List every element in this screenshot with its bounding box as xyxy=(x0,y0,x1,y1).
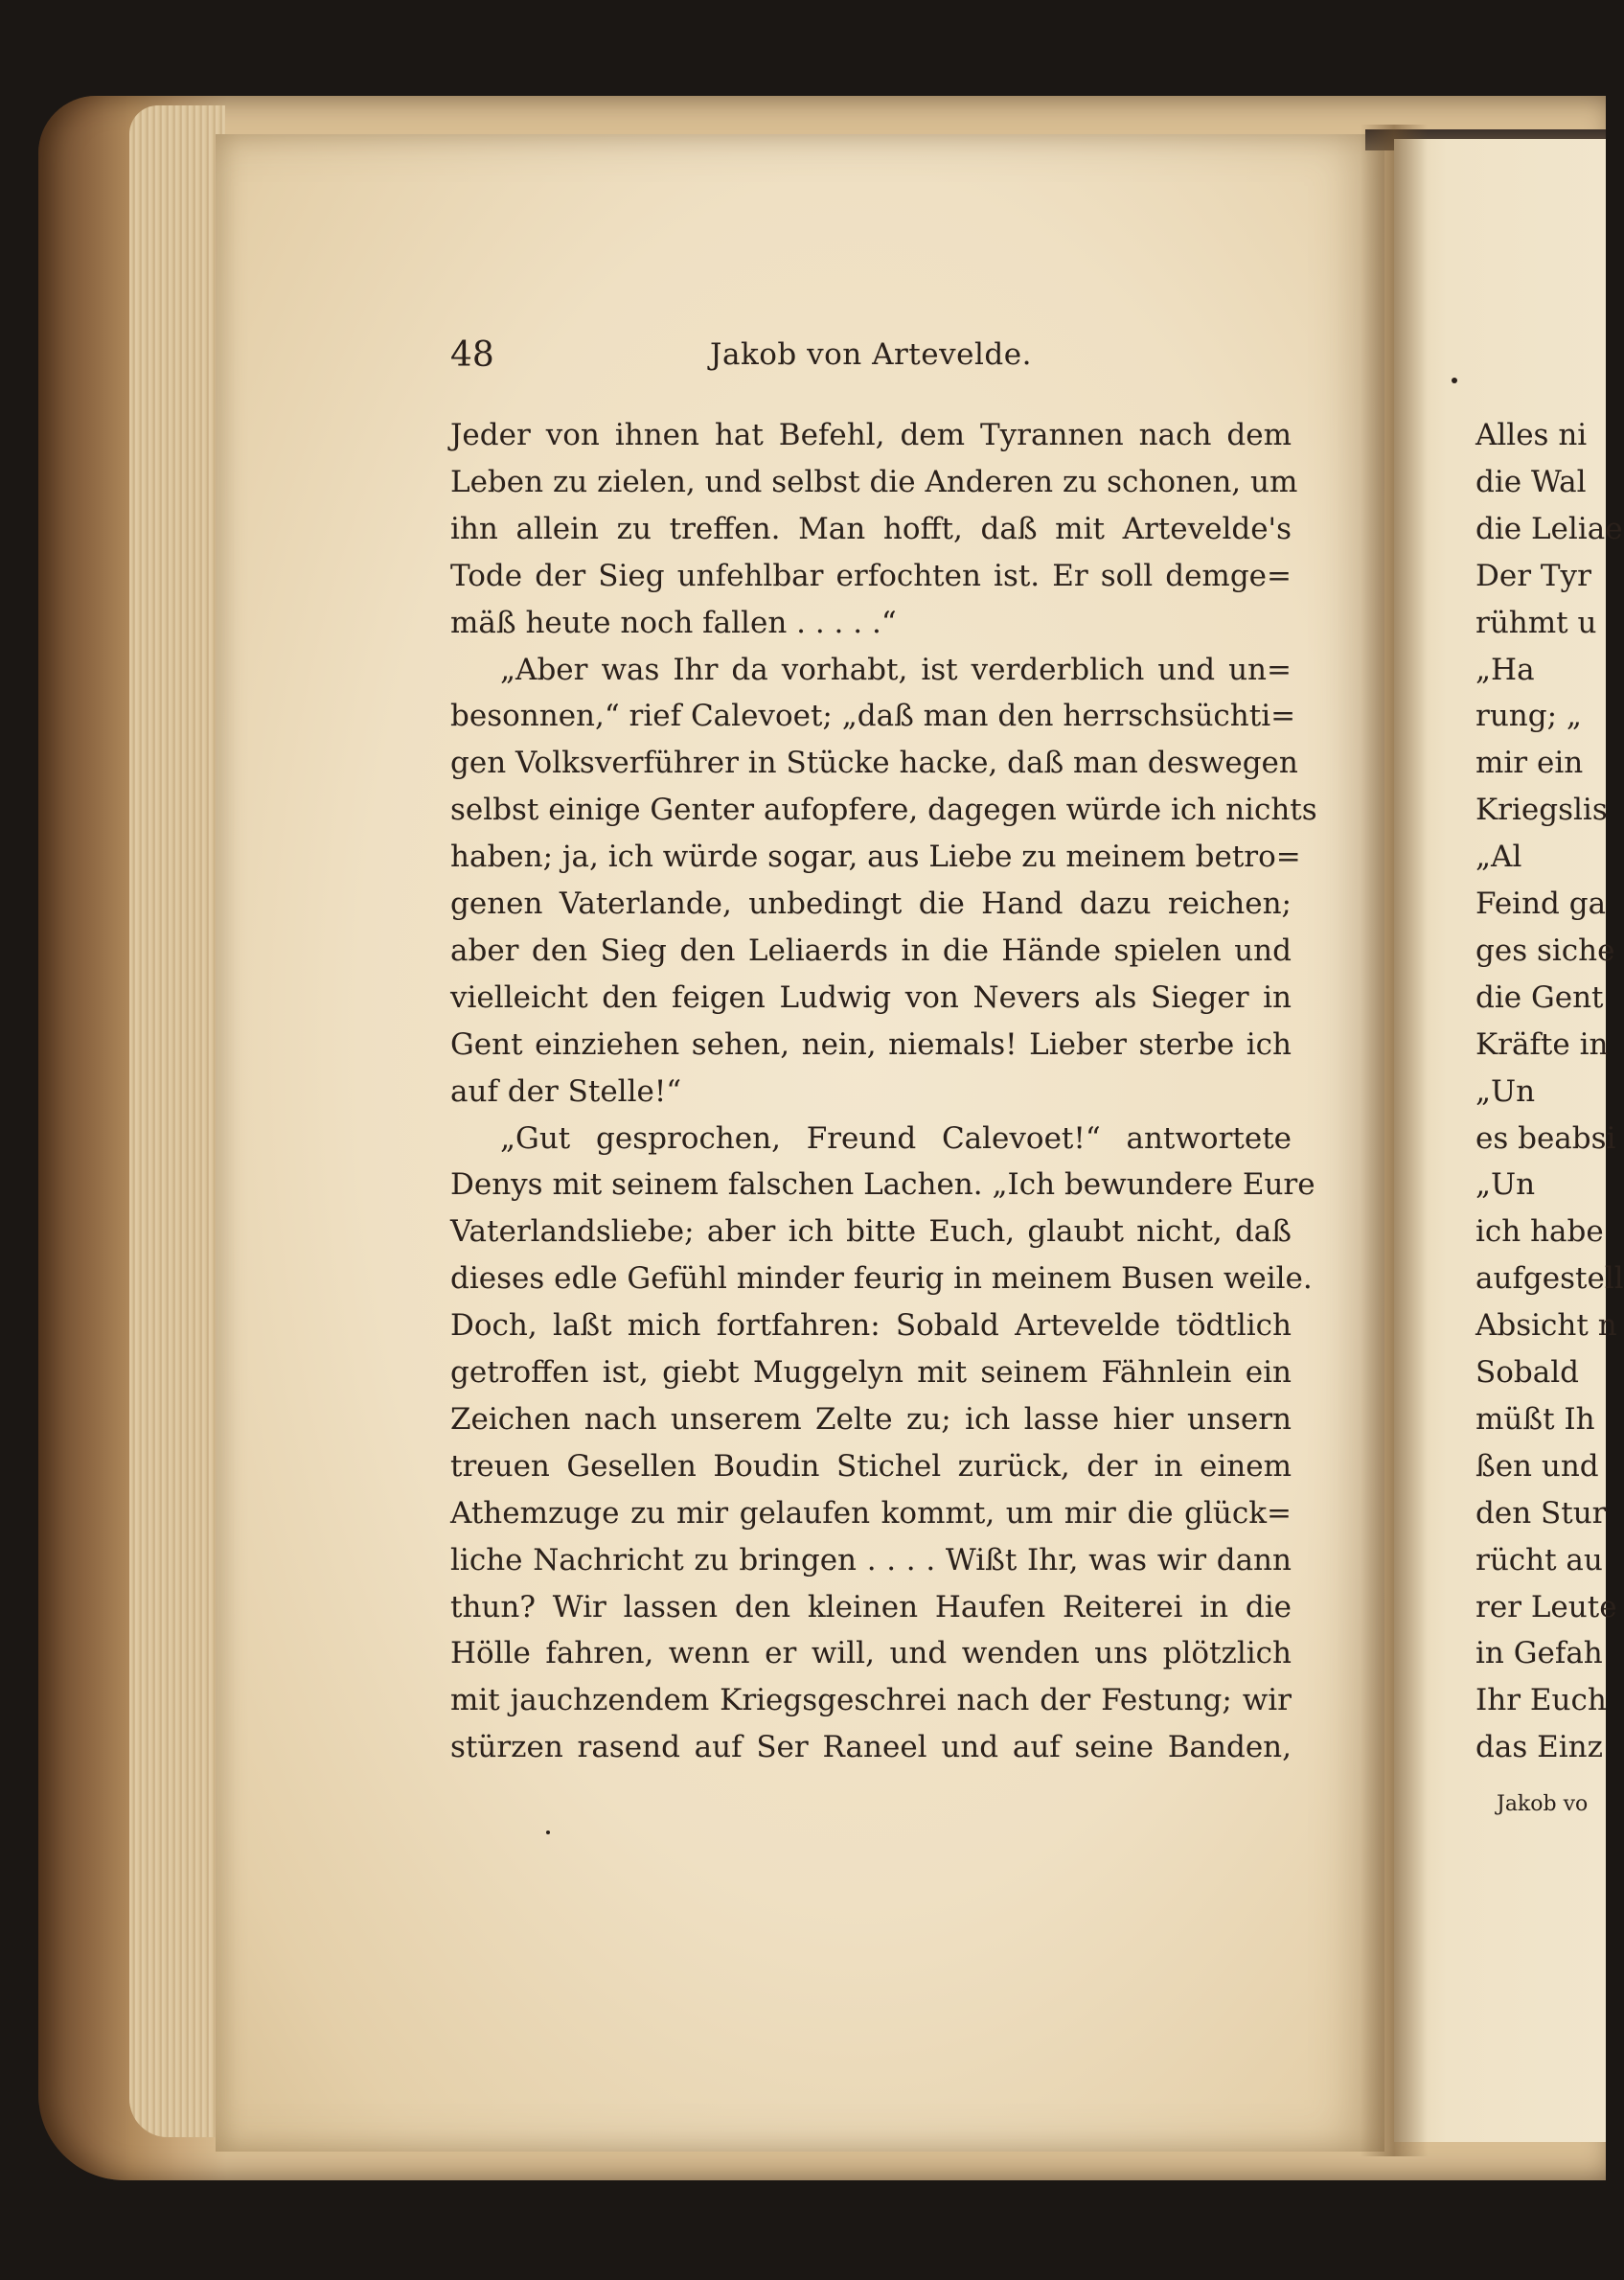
text-line: ihn allein zu treffen. Man hofft, daß mit Artevelde's xyxy=(450,511,1292,546)
text-line: Zeichen nach unserem Zelte zu; ich lasse hier unsern xyxy=(450,1401,1292,1437)
text-line: thun? Wir lassen den kleinen Haufen Reiterei in die xyxy=(450,1589,1292,1624)
right-text-line: das Einz xyxy=(1475,1730,1603,1765)
right-text-line: „Ha xyxy=(1475,652,1535,687)
page-stack-edges xyxy=(129,105,225,2137)
right-text-line: ßen und xyxy=(1475,1448,1599,1484)
text-line: aber den Sieg den Leliaerds in die Hände spielen und xyxy=(450,933,1292,968)
running-head-title: Jakob von Artevelde. xyxy=(710,337,1032,372)
text-line: dieses edle Gefühl minder feurig in meinem Busen weile. xyxy=(450,1261,1313,1297)
right-text-line: „Un xyxy=(1475,1073,1536,1109)
ink-speck xyxy=(546,1831,550,1834)
text-line: Athemzuge zu mir gelaufen kommt, um mir die glück= xyxy=(450,1495,1292,1531)
right-text-line: in Gefah xyxy=(1475,1636,1603,1671)
text-line: Doch, laßt mich fortfahren: Sobald Artevelde tödtlich xyxy=(450,1308,1292,1344)
book-gutter xyxy=(1361,125,1428,2156)
right-text-line: Kräfte in xyxy=(1475,1026,1609,1062)
right-text-line: aufgestell xyxy=(1475,1261,1624,1297)
right-text-line: ges siche xyxy=(1475,933,1615,968)
text-line: besonnen,“ rief Calevoet; „daß man den herrschsüchti= xyxy=(450,699,1296,734)
running-head xyxy=(450,335,1292,383)
text-line: mit jauchzendem Kriegsgeschrei nach der Festung; wir xyxy=(450,1683,1292,1718)
right-text-line: Sobald xyxy=(1475,1355,1579,1390)
text-line: auf der Stelle!“ xyxy=(450,1073,682,1109)
right-text-line: den Stur xyxy=(1475,1495,1607,1531)
right-text-line: Absicht n xyxy=(1475,1308,1617,1344)
right-text-line: Der Tyr xyxy=(1475,558,1591,593)
right-text-line: es beabsi xyxy=(1475,1120,1616,1156)
right-text-line: rer Leute xyxy=(1475,1589,1617,1624)
text-line: mäß heute noch fallen . . . . .“ xyxy=(450,605,897,640)
ink-speck xyxy=(1452,378,1457,383)
right-text-line: Kriegslis xyxy=(1475,793,1608,828)
text-line: Gent einziehen sehen, nein, niemals! Lieber sterbe ich xyxy=(450,1026,1292,1062)
text-line: treuen Gesellen Boudin Stichel zurück, der in einem xyxy=(450,1448,1292,1484)
right-text-line: müßt Ih xyxy=(1475,1401,1595,1437)
text-line: Tode der Sieg unfehlbar erfochten ist. Er soll demge= xyxy=(450,558,1292,593)
right-text-line: Alles ni xyxy=(1475,418,1588,452)
text-line: Jeder von ihnen hat Befehl, dem Tyrannen nach dem xyxy=(450,418,1292,452)
text-line: genen Vaterlande, unbedingt die Hand dazu reichen; xyxy=(450,887,1292,921)
right-text-line: die Gent xyxy=(1475,979,1604,1015)
right-text-line: „Un xyxy=(1475,1167,1536,1203)
right-text-line: Ihr Euch xyxy=(1475,1683,1607,1718)
right-text-line: rücht au xyxy=(1475,1542,1603,1578)
text-line: Denys mit seinem falschen Lachen. „Ich bewundere Eure xyxy=(450,1167,1315,1203)
text-line: stürzen rasend auf Ser Raneel und auf seine Banden, xyxy=(450,1730,1292,1765)
right-text-line: ich habe xyxy=(1475,1214,1604,1250)
text-line: Hölle fahren, wenn er will, und wenden uns plötzlich xyxy=(450,1636,1292,1671)
text-line: „Aber was Ihr da vorhabt, ist verderblich und un= xyxy=(500,652,1292,687)
right-text-line: rühmt u xyxy=(1475,605,1597,640)
text-line: gen Volksverführer in Stücke hacke, daß man deswegen xyxy=(450,746,1298,781)
text-line: „Gut gesprochen, Freund Calevoet!“ antwortete xyxy=(500,1120,1292,1156)
text-line: liche Nachricht zu bringen . . . . Wißt Ihr, was wir dann xyxy=(450,1542,1292,1578)
right-page-footer: Jakob vo xyxy=(1497,1792,1589,1817)
text-line: getroffen ist, giebt Muggelyn mit seinem Fähnlein ein xyxy=(450,1355,1292,1390)
text-line: Vaterlandsliebe; aber ich bitte Euch, glaubt nicht, daß xyxy=(450,1214,1292,1250)
page-number: 48 xyxy=(450,335,494,375)
text-line: haben; ja, ich würde sogar, aus Liebe zu meinem betro= xyxy=(450,840,1301,875)
right-text-line: die Leliae xyxy=(1475,511,1623,546)
right-text-line: die Wal xyxy=(1475,464,1587,499)
right-text-line: mir ein xyxy=(1475,746,1584,781)
text-line: Leben zu zielen, und selbst die Anderen zu schonen, um xyxy=(450,464,1298,499)
right-text-line: Feind ga xyxy=(1475,887,1607,921)
right-text-line: rung; „ xyxy=(1475,699,1582,734)
right-text-line: „Al xyxy=(1475,840,1522,875)
text-line: vielleicht den feigen Ludwig von Nevers als Sieger in xyxy=(450,979,1292,1015)
text-line: selbst einige Genter aufopfere, dagegen würde ich nichts xyxy=(450,793,1317,828)
